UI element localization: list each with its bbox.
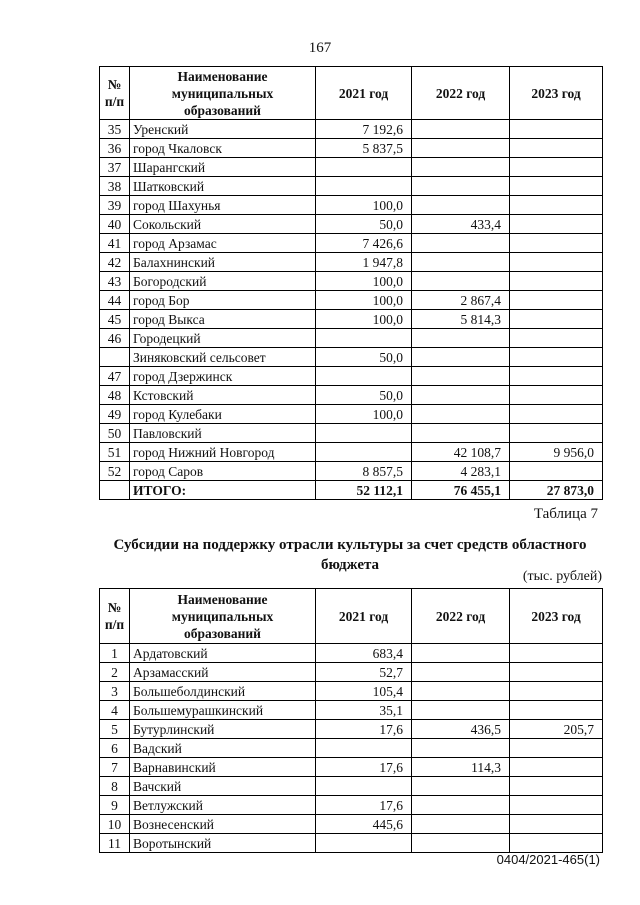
value-2021: 683,4 [316,644,412,663]
value-2021: 17,6 [316,720,412,739]
table-row [100,834,603,853]
value-2021 [316,834,412,853]
municipality-name: Павловский [130,424,316,443]
municipality-name: город Дзержинск [130,367,316,386]
total-2022: 76 455,1 [412,481,510,500]
row-number: 6 [100,739,130,758]
header-2021: 2021 год [316,67,412,120]
value-2021 [316,367,412,386]
municipality-name: город Кулебаки [130,405,316,424]
subsidy-table-continued [99,66,603,500]
row-number: 41 [100,234,130,253]
value-2022 [412,701,510,720]
row-number: 36 [100,139,130,158]
row-number: 11 [100,834,130,853]
table-row [100,386,603,405]
value-2021: 1 947,8 [316,253,412,272]
row-number: 44 [100,291,130,310]
value-2022 [412,777,510,796]
value-2023 [510,348,603,367]
table-header-row [100,589,603,644]
row-number: 50 [100,424,130,443]
value-2021: 445,6 [316,815,412,834]
table-row [100,777,603,796]
row-number: 47 [100,367,130,386]
table-row [100,158,603,177]
value-2021 [316,329,412,348]
value-2023 [510,644,603,663]
culture-subsidy-table [99,588,603,853]
table-row [100,720,603,739]
value-2023 [510,329,603,348]
value-2023 [510,367,603,386]
value-2023 [510,215,603,234]
value-2022 [412,234,510,253]
table-row [100,215,603,234]
value-2021: 52,7 [316,663,412,682]
value-2022 [412,196,510,215]
table-row [100,310,603,329]
municipality-name: город Шахунья [130,196,316,215]
row-number: 42 [100,253,130,272]
municipality-name: город Бор [130,291,316,310]
value-2023 [510,386,603,405]
municipality-name: Шарангский [130,158,316,177]
row-number: 3 [100,682,130,701]
value-2022 [412,424,510,443]
row-number: 39 [100,196,130,215]
value-2022 [412,272,510,291]
value-2023 [510,177,603,196]
municipality-name: Уренский [130,120,316,139]
table-row [100,234,603,253]
value-2023 [510,291,603,310]
value-2022: 114,3 [412,758,510,777]
value-2022 [412,386,510,405]
value-2021: 35,1 [316,701,412,720]
table-row [100,739,603,758]
value-2022 [412,739,510,758]
value-2022 [412,139,510,158]
value-2023 [510,405,603,424]
municipality-name: Большеболдинский [130,682,316,701]
row-number: 46 [100,329,130,348]
value-2023 [510,758,603,777]
row-number [100,481,130,500]
table-header-row [100,67,603,120]
row-number: 4 [100,701,130,720]
table-body [100,120,603,500]
row-number: 38 [100,177,130,196]
value-2021: 50,0 [316,386,412,405]
value-2023 [510,739,603,758]
table-row [100,196,603,215]
value-2023 [510,701,603,720]
table-row [100,796,603,815]
value-2022 [412,796,510,815]
value-2021 [316,443,412,462]
row-number: 52 [100,462,130,481]
table-row [100,462,603,481]
table-caption: Таблица 7 [533,506,598,522]
value-2022 [412,120,510,139]
value-2021 [316,424,412,443]
municipality-name: Большемурашкинский [130,701,316,720]
row-number: 10 [100,815,130,834]
table-row [100,291,603,310]
value-2023 [510,777,603,796]
municipality-name: город Чкаловск [130,139,316,158]
total-label: ИТОГО: [130,481,316,500]
row-number [100,348,130,367]
header-2023: 2023 год [510,589,603,644]
municipality-name: Кстовский [130,386,316,405]
value-2022 [412,405,510,424]
value-2021: 105,4 [316,682,412,701]
value-2021 [316,739,412,758]
value-2023 [510,158,603,177]
table-row [100,348,603,367]
value-2023 [510,834,603,853]
municipality-name: Шатковский [130,177,316,196]
value-2022 [412,663,510,682]
value-2022 [412,253,510,272]
value-2021: 7 192,6 [316,120,412,139]
municipality-name: Вачский [130,777,316,796]
value-2021: 100,0 [316,291,412,310]
municipality-name: город Арзамас [130,234,316,253]
table-total-row [100,481,603,500]
row-number: 48 [100,386,130,405]
table-row [100,120,603,139]
value-2023 [510,815,603,834]
value-2021: 100,0 [316,272,412,291]
total-2021: 52 112,1 [316,481,412,500]
row-number: 40 [100,215,130,234]
row-number: 37 [100,158,130,177]
municipality-name: Ветлужский [130,796,316,815]
municipality-name: Городецкий [130,329,316,348]
row-number: 2 [100,663,130,682]
header-2021: 2021 год [316,589,412,644]
value-2022 [412,348,510,367]
row-number: 35 [100,120,130,139]
header-2023: 2023 год [510,67,603,120]
municipality-name: город Нижний Новгород [130,443,316,462]
table-row [100,758,603,777]
municipality-name: Вознесенский [130,815,316,834]
unit-note: (тыс. рублей) [522,569,602,584]
row-number: 43 [100,272,130,291]
table-row [100,701,603,720]
value-2023 [510,682,603,701]
header-2022: 2022 год [412,589,510,644]
value-2022: 2 867,4 [412,291,510,310]
value-2021 [316,158,412,177]
value-2022: 5 814,3 [412,310,510,329]
table-row [100,644,603,663]
municipality-name: Бутурлинский [130,720,316,739]
value-2022: 4 283,1 [412,462,510,481]
value-2022 [412,158,510,177]
value-2021: 50,0 [316,215,412,234]
header-name: Наименование муниципальных образований [130,589,316,644]
value-2023 [510,272,603,291]
value-2021: 17,6 [316,758,412,777]
municipality-name: город Саров [130,462,316,481]
value-2021: 17,6 [316,796,412,815]
municipality-name: Арзамасский [130,663,316,682]
municipality-name: Воротынский [130,834,316,853]
row-number: 45 [100,310,130,329]
value-2022: 433,4 [412,215,510,234]
table-row [100,424,603,443]
value-2021: 7 426,6 [316,234,412,253]
value-2021: 100,0 [316,196,412,215]
row-number: 9 [100,796,130,815]
page-number: 167 [308,40,332,56]
value-2023 [510,120,603,139]
row-number: 5 [100,720,130,739]
table-row [100,682,603,701]
municipality-name: Ардатовский [130,644,316,663]
municipality-name: город Выкса [130,310,316,329]
value-2022 [412,682,510,701]
value-2023 [510,310,603,329]
table-body [100,644,603,853]
table-row [100,272,603,291]
table-row [100,329,603,348]
municipality-name: Варнавинский [130,758,316,777]
value-2022 [412,329,510,348]
header-2022: 2022 год [412,67,510,120]
value-2021 [316,177,412,196]
value-2023 [510,196,603,215]
value-2023 [510,796,603,815]
table-row [100,815,603,834]
value-2023: 9 956,0 [510,443,603,462]
value-2021: 100,0 [316,310,412,329]
table-row [100,443,603,462]
table-row [100,663,603,682]
value-2023 [510,462,603,481]
value-2022 [412,834,510,853]
value-2023 [510,253,603,272]
row-number: 8 [100,777,130,796]
document-code: 0404/2021-465(1) [496,852,600,867]
table-row [100,367,603,386]
value-2021: 5 837,5 [316,139,412,158]
table-row [100,139,603,158]
municipality-name: Зиняковский сельсовет [130,348,316,367]
row-number: 49 [100,405,130,424]
value-2021: 50,0 [316,348,412,367]
value-2022 [412,644,510,663]
row-number: 51 [100,443,130,462]
municipality-name: Вадский [130,739,316,758]
row-number: 1 [100,644,130,663]
value-2022: 42 108,7 [412,443,510,462]
table-title: Субсидии на поддержку отрасли культуры за счет средств областного бюджета [113,537,587,573]
table-row [100,253,603,272]
value-2023 [510,234,603,253]
value-2022 [412,815,510,834]
value-2023 [510,139,603,158]
value-2021: 8 857,5 [316,462,412,481]
value-2023: 205,7 [510,720,603,739]
value-2023 [510,424,603,443]
value-2022 [412,367,510,386]
value-2021 [316,777,412,796]
value-2022 [412,177,510,196]
municipality-name: Балахнинский [130,253,316,272]
header-name: Наименование муниципальных образований [130,67,316,120]
total-2023: 27 873,0 [510,481,603,500]
value-2023 [510,663,603,682]
value-2022: 436,5 [412,720,510,739]
municipality-name: Богородский [130,272,316,291]
row-number: 7 [100,758,130,777]
value-2021: 100,0 [316,405,412,424]
table-row [100,405,603,424]
municipality-name: Сокольский [130,215,316,234]
table-row [100,177,603,196]
header-num: № п/п [100,589,130,644]
header-num: № п/п [100,67,130,120]
